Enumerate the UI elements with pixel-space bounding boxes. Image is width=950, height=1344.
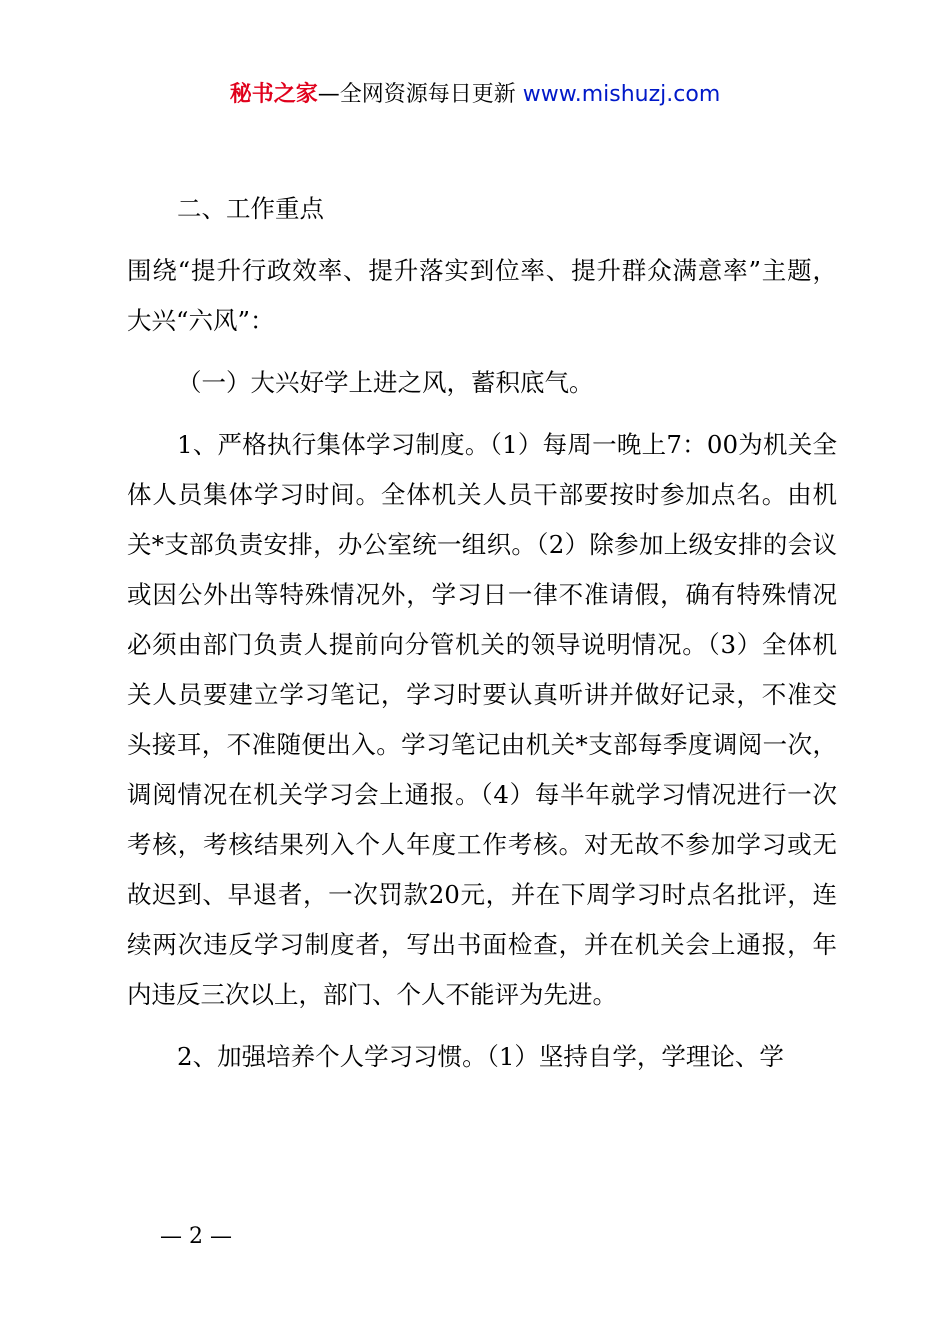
site-header <box>0 78 950 112</box>
site-url-link[interactable]: www.mishuzj.com <box>522 82 721 107</box>
study-system-paragraph: 1、严格执行集体学习制度。（1）每周一晚上7：00为机关全体人员集体学习时间。全体机关人员干部要按时参加点名。由机关*支部负责安排，办公室统一组织。（2）除参加上级安排的会议或因公外出等特殊情况外，学习日一律不准请假，确有特殊情况必须由部门负责人提前向分管机关的领导说明情况。（3）全体机关人员要建立学习笔记，学习时要认真听讲并做好记录，不准交头接耳，不准随便出入。学习笔记由机关*支部每季度调阅一次，调阅情况在机关学习会上通报。（4）每半年就学习情况进行一次考核，考核结果列入个人年度工作考核。对无故不参加学习或无故迟到、早退者，一次罚款20元，并在下周学习时点名批评，连续两次违反学习制度者，写出书面检查，并在机关会上通报，年内违反三次以上，部门、个人不能评为先进。 <box>127 430 837 1009</box>
page-number: — 2 — <box>160 1224 232 1249</box>
theme-paragraph: 围绕“提升行政效率、提升落实到位率、提升群众满意率”主题，大兴“六风”： <box>127 256 837 335</box>
subsection-heading: （一）大兴好学上进之风，蓄积底气。 <box>177 368 594 397</box>
section-heading: 二、工作重点 <box>177 194 324 223</box>
brand-name: 秘书之家 <box>229 82 318 107</box>
header-slogan: —全网资源每日更新 <box>317 82 523 107</box>
document-body <box>127 184 837 1082</box>
study-habit-paragraph: 2、加强培养个人学习习惯。（1）坚持自学，学理论、学 <box>177 1042 784 1071</box>
